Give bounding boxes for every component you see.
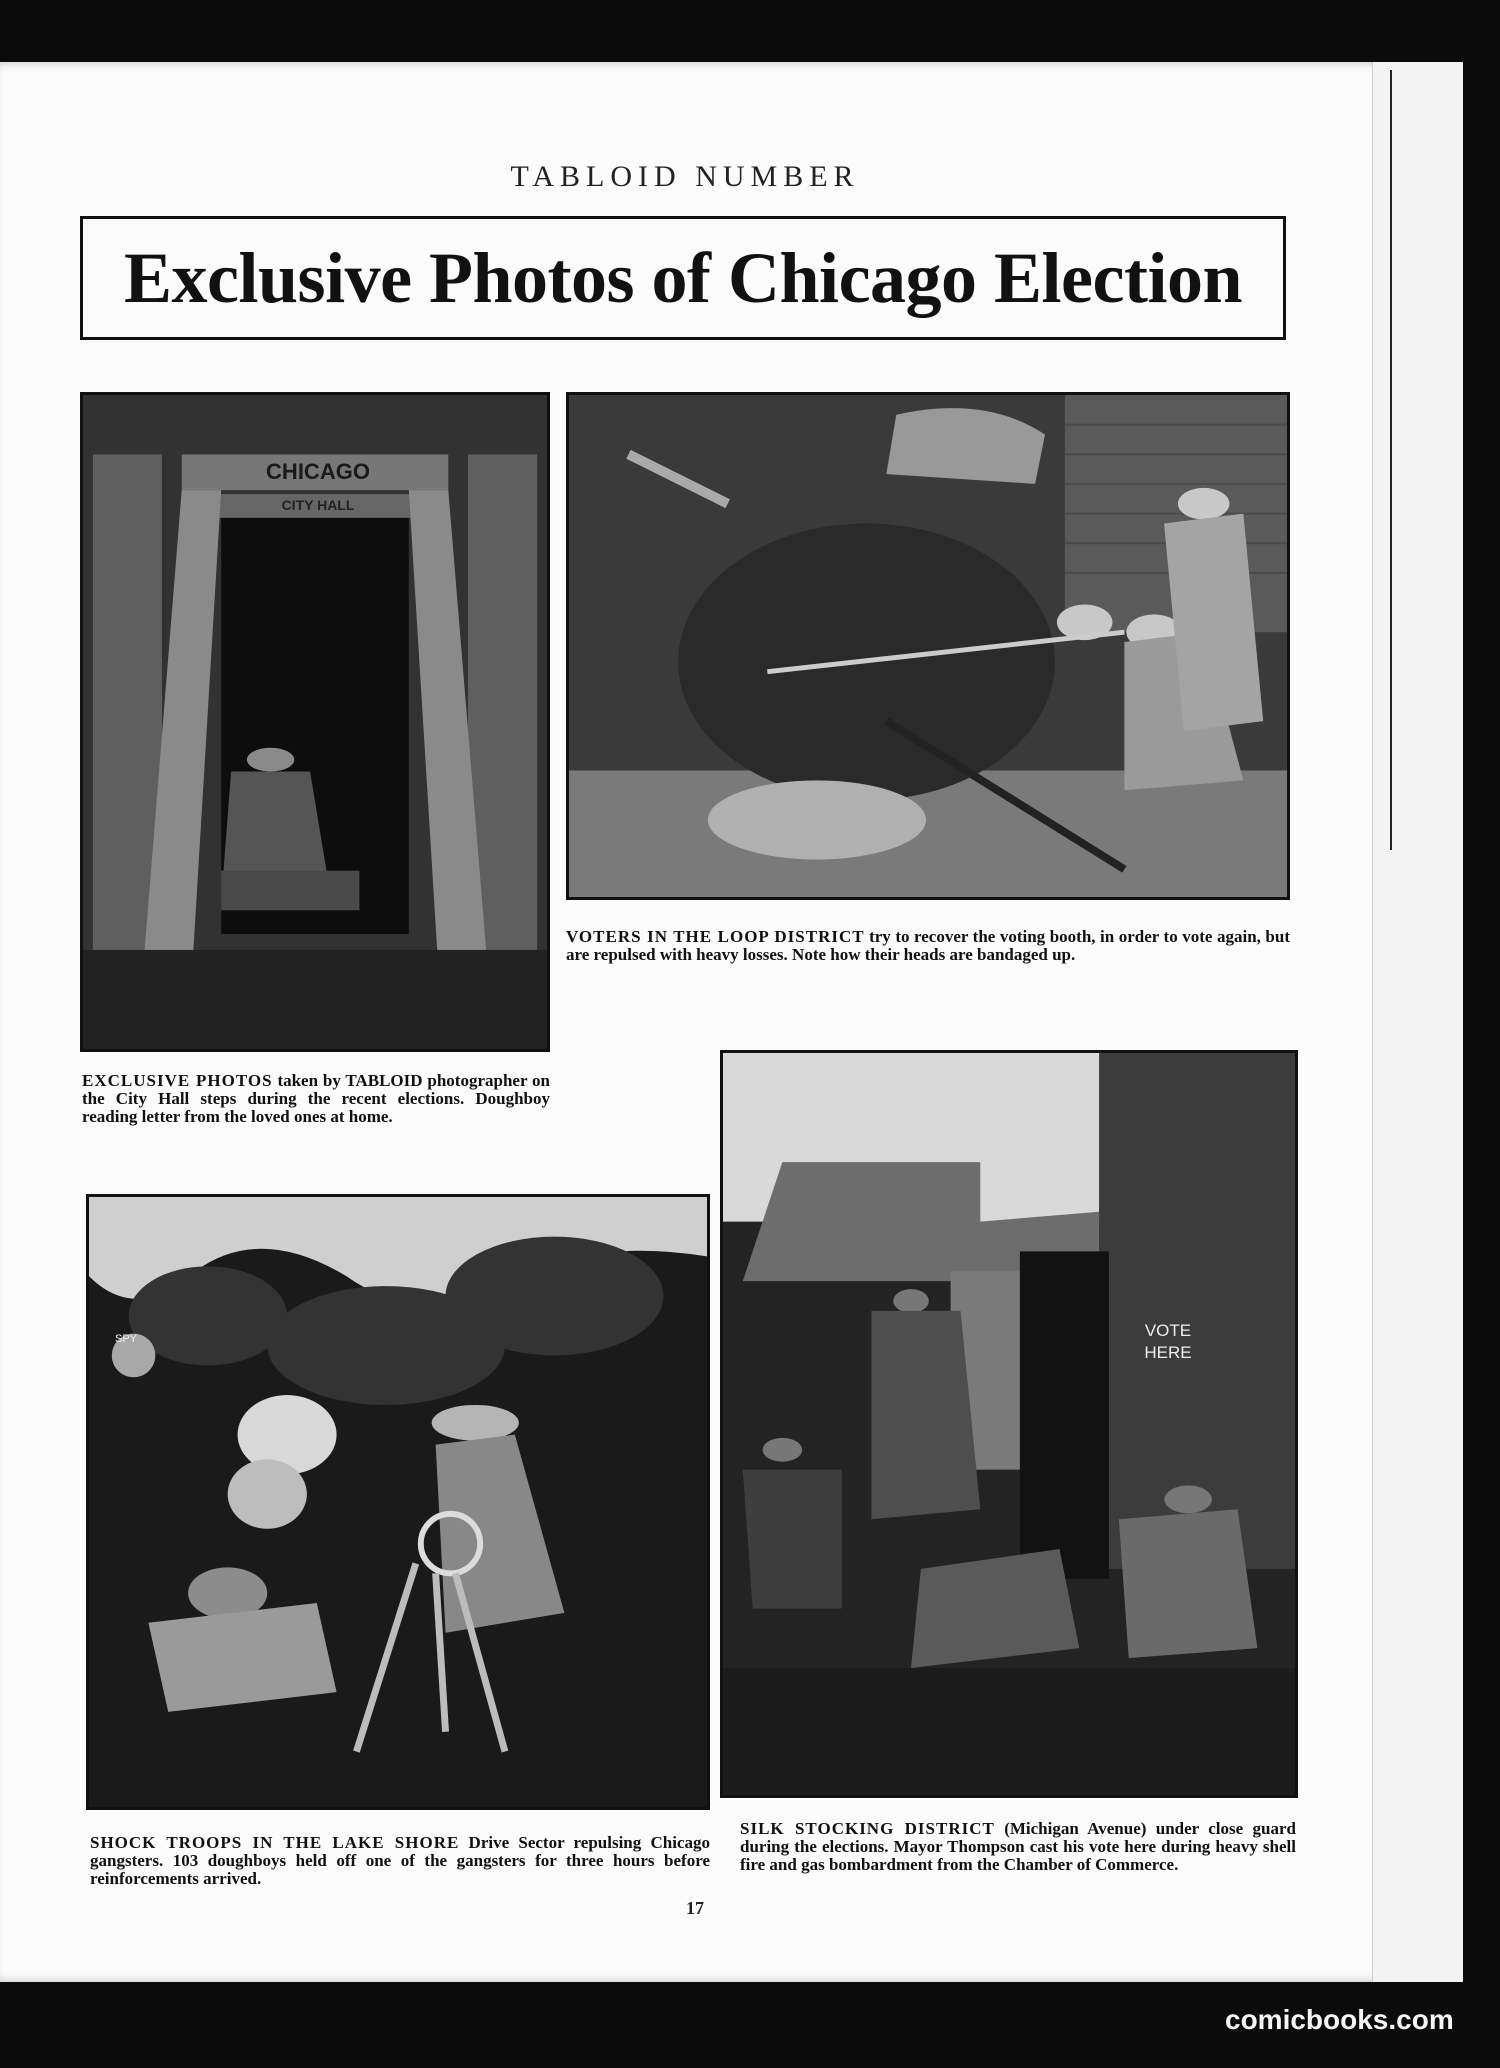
headline: Exclusive Photos of Chicago Election	[124, 237, 1242, 318]
spy-label: SPY	[115, 1333, 138, 1345]
caption-body: taken by TABLOID photographer on the City Hall steps during the recent elections. Doughboy reading letter from the loved ones at home.	[82, 1071, 550, 1126]
caption-silk-stocking	[740, 1820, 1296, 1874]
caption-lead: SILK STOCKING DISTRICT	[740, 1819, 995, 1838]
photo-voters-loop	[566, 392, 1290, 900]
caption-shock-troops	[90, 1834, 710, 1888]
sign-chicago: CHICAGO	[266, 459, 370, 484]
sign-city-hall: CITY HALL	[281, 497, 355, 513]
caption-voters-loop	[566, 928, 1290, 964]
page-number: 17	[686, 1898, 704, 1918]
page-edge	[1372, 62, 1463, 1982]
caption-lead: EXCLUSIVE PHOTOS	[82, 1071, 273, 1090]
photo-shock-troops	[86, 1194, 710, 1810]
caption-city-hall	[82, 1072, 550, 1126]
vote-sign-line1: VOTE	[1144, 1321, 1192, 1340]
page-fold-line	[1390, 70, 1392, 850]
section-kicker: TABLOID NUMBER	[510, 160, 860, 193]
photo-city-hall-doorway	[80, 392, 550, 1052]
watermark: comicbooks.com	[1225, 2004, 1454, 2035]
vote-sign-line2: HERE	[1144, 1343, 1192, 1362]
caption-body: Drive Sector repulsing Chicago gangsters. 103 doughboys held off one of the gangsters for three hours before reinforcements arrived.	[90, 1833, 710, 1888]
caption-lead: VOTERS IN THE LOOP DISTRICT	[566, 927, 865, 946]
photo-silk-stocking	[720, 1050, 1298, 1798]
caption-body: try to recover the voting booth, in order to vote again, but are repulsed with heavy losses. Note how their heads are bandaged up.	[566, 927, 1290, 964]
headline-box	[80, 216, 1286, 340]
caption-lead: SHOCK TROOPS IN THE LAKE SHORE	[90, 1833, 460, 1852]
caption-body: (Michigan Avenue) under close guard during the elections. Mayor Thompson cast his vote here during heavy shell fire and gas bombardment from the Chamber of Commerce.	[740, 1819, 1296, 1874]
